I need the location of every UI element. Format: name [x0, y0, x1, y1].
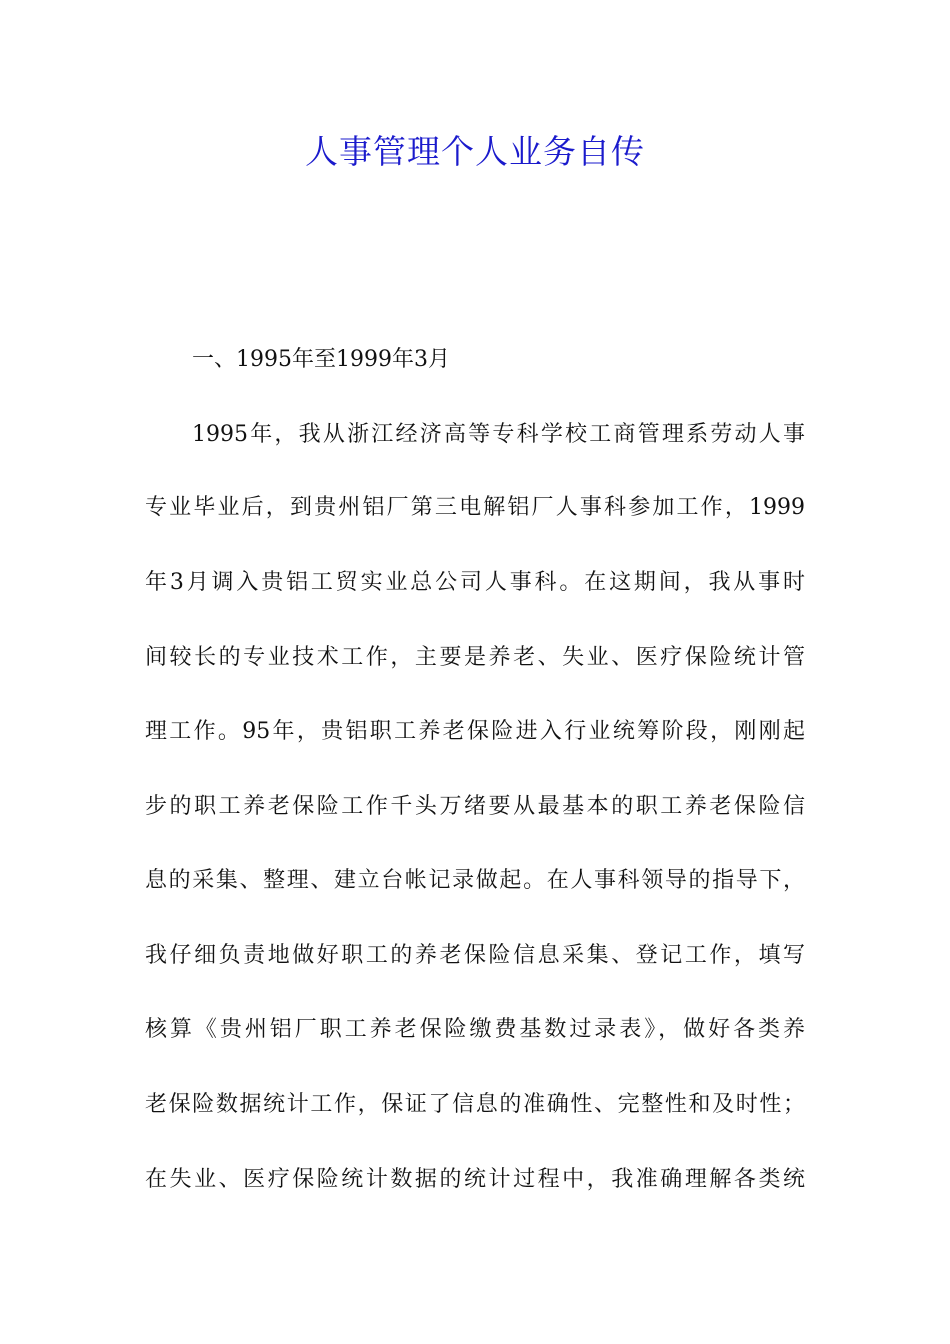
paragraph-line: 核算《贵州铝厂职工养老保险缴费基数过录表》，做好各类养	[145, 1017, 805, 1042]
paragraph-line: 老保险数据统计工作，保证了信息的准确性、完整性和及时性；	[145, 1092, 805, 1117]
paragraph-line: 间较长的专业技术工作，主要是养老、失业、医疗保险统计管	[145, 645, 805, 670]
paragraph-line: 年3月调入贵铝工贸实业总公司人事科。在这期间，我从事时	[145, 570, 805, 595]
paragraph-line: 我仔细负责地做好职工的养老保险信息采集、登记工作，填写	[145, 943, 805, 968]
paragraph-line: 1995年，我从浙江经济高等专科学校工商管理系劳动人事	[192, 422, 805, 447]
paragraph-line: 在失业、医疗保险统计数据的统计过程中，我准确理解各类统	[145, 1167, 805, 1192]
paragraph-line: 专业毕业后，到贵州铝厂第三电解铝厂人事科参加工作，1999	[145, 495, 805, 520]
paragraph-line: 理工作。95年，贵铝职工养老保险进入行业统筹阶段，刚刚起	[145, 719, 805, 744]
paragraph-line: 息的采集、整理、建立台帐记录做起。在人事科领导的指导下，	[145, 868, 805, 893]
document-title: 人事管理个人业务自传	[305, 132, 645, 171]
section-heading: 一、1995年至1999年3月	[192, 347, 450, 372]
paragraph-line: 步的职工养老保险工作千头万绪要从最基本的职工养老保险信	[145, 794, 805, 819]
